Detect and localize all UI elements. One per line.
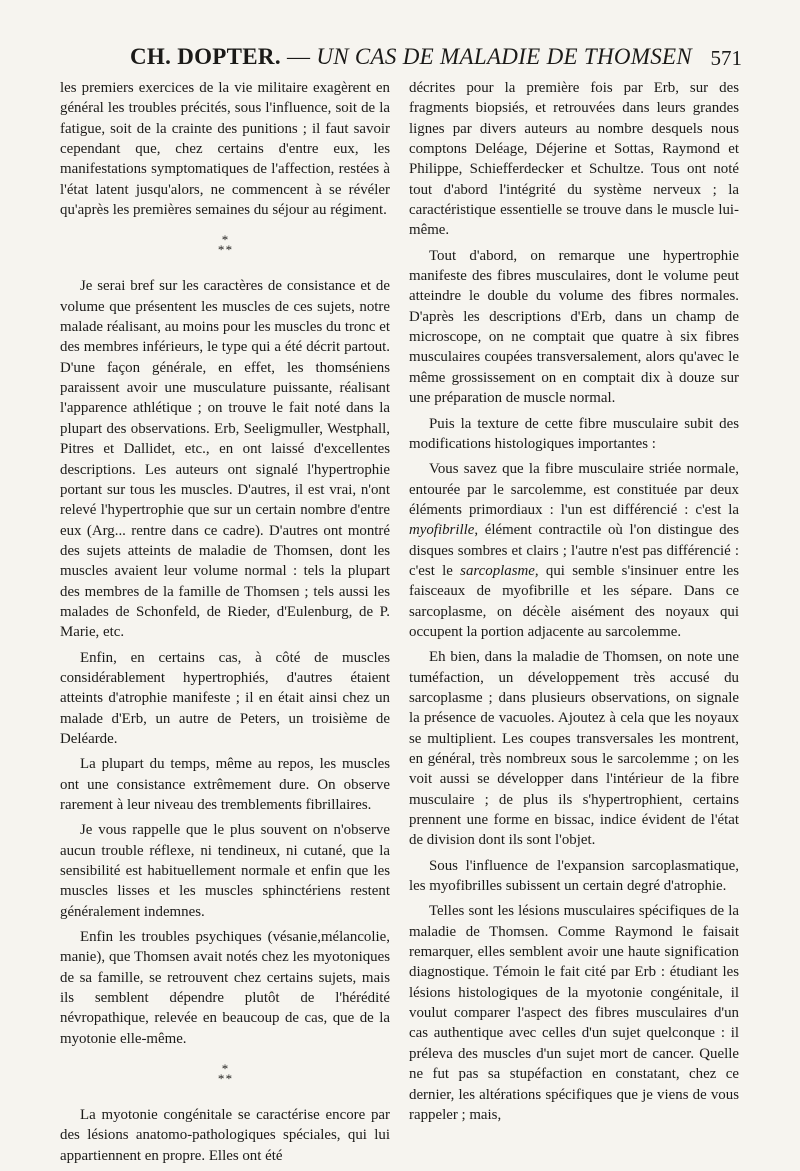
left-column	[60, 78, 390, 1171]
asterism-separator	[60, 1057, 390, 1093]
paragraph-text: , qui semble s'insinuer entre les faisceaux de myofibrille et les sépare. Dans ce sarcoplasme, on décèle aisément des noyaux qui occupent la portion adjacente au sarcolemme.	[409, 562, 739, 640]
asterism-star: *	[221, 1061, 229, 1077]
term-myofibrille: myofibrille	[409, 522, 475, 539]
asterism-star: *	[221, 232, 229, 248]
asterism-star: *	[217, 1071, 225, 1087]
term-sarcoplasme: sarcoplasme	[460, 562, 535, 579]
header-author: CH. DOPTER.	[130, 44, 281, 69]
page-number: 571	[710, 46, 742, 70]
asterism-star: *	[225, 242, 233, 258]
paragraph: La myotonie congénitale se caractérise encore par des lésions anatomo-pathologiques spéciales, qui lui appartiennent en propre. Elles ont été	[60, 1107, 390, 1164]
paragraph: Enfin les troubles psychiques (vésanie,mélancolie, manie), que Thomsen avait notés chez les myotoniques de sa famille, se retrouvent chez certains sujets, mais ils semblent dépendre plutôt de l'hérédité névropathique, relevée en beaucoup de cas, que de la myotonie elle-même.	[60, 929, 390, 1047]
paragraph: décrites pour la première fois par Erb, sur des fragments biopsiés, et retrouvées dans leurs grandes lignes par divers auteurs au nombre desquels nous comptons Deléage, Déjerine et Sottas, Raymond et Philippe, Schiefferdecker et Schultze. Tous ont noté tout d'abord l'intégrité du système nerveux ; la caractéristique essentielle se trouve dans le muscle lui-même.	[409, 80, 739, 239]
paragraph: les premiers exercices de la vie militaire exagèrent en général les troubles précités, sous l'influence, soit de la fatigue, soit de la crainte des punitions ; il faut savoir cependant que, chez certains d'entre eux, les manifestations symptomatiques de l'affection, restées à l'état latent jusqu'alors, ne commencent à se révéler qu'après les premières semaines du séjour au régiment.	[60, 80, 390, 219]
right-column	[409, 78, 739, 1130]
running-header	[60, 44, 742, 74]
paragraph: Je vous rappelle que le plus souvent on n'observe aucun trouble réflexe, ni tendineux, ni cutané, que la sensibilité est habituellement normale et enfin que les muscles lisses et les muscles sphinctériens restent généralement indemnes.	[60, 822, 390, 920]
paragraph: Je serai bref sur les caractères de consistance et de volume que présentent les muscles de ces sujets, notre malade réalisant, au moins pour les muscles du tronc et des membres inférieurs, le type qui a été décrit partout. D'une façon générale, en effet, les thomséniens paraissent avoir une musculature puissante, réalisant l'apparence athlétique ; on trouve le fait noté dans la plupart des observations. Erb, Seeligmuller, Westphall, Pitres et Dallidet, etc., en ont laissé d'excellentes descriptions. Les auteurs ont signalé l'hypertrophie portant sur tous les muscles. D'autres, il est vrai, n'ont relevé l'hypertrophie que sur un certain nombre d'entre eux (Arg... rentre dans ce cadre). D'autres ont montré des sujets atteints de maladie de Thomsen, dont les muscles avaient leur volume normal : tels la plupart des membres de la famille de Thomsen ; tels aussi les malades de Schonfeld, de Rieder, d'Eulenburg, de P. Marie, etc.	[60, 278, 390, 641]
asterism-star: *	[217, 242, 225, 258]
paragraph: Enfin, en certains cas, à côté de muscles considérablement hypertrophiés, d'autres étaient atteints d'atrophie manifeste ; il en était ainsi chez un malade d'Erb, un autre de Peters, un troisième de Deléarde.	[60, 649, 390, 747]
asterism-separator	[60, 228, 390, 264]
paragraph-text: Vous savez que la fibre musculaire striée normale, entourée par le sarcolemme, est constituée par deux éléments primordiaux : l'un est différencié : c'est la	[409, 461, 739, 518]
paragraph-text: , élément contractile où l'on distingue des disques sombres et clairs ; l'autre n'est pas différencié : c'est le	[409, 522, 739, 579]
paragraph: Eh bien, dans la maladie de Thomsen, on note une tuméfaction, un développement très accusé du sarcoplasme ; dans plusieurs observations, on signale la présence de vacuoles. Ajoutez à cela que les noyaux se multiplient. Les coupes transversales les montrent, en général, très nombreux sous le sarcolemme ; on les voit aussi se développer dans l'intérieur de la fibre musculaire ; de plus ils s'hypertrophient, certains prennent une forme en bissac, indice évident de l'état de division dont ils sont l'objet.	[409, 649, 739, 849]
asterism-star: *	[225, 1071, 233, 1087]
paragraph: Tout d'abord, on remarque une hypertrophie manifeste des fibres musculaires, dont le volume peut atteindre le double du volume des fibres normales. D'après les descriptions d'Erb, dans un champ de microscope, on ne comptait que quatre à six fibres musculaires coupées transversalement, alors qu'avec le même grossissement on en comptait dix à douze sur une préparation de muscle normal.	[409, 247, 739, 407]
paragraph: La plupart du temps, même au repos, les muscles ont une consistance extrêmement dure. On observe rarement à leur niveau des tremblements fibrillaires.	[60, 756, 390, 813]
header-title	[130, 44, 693, 70]
paragraph: Puis la texture de cette fibre musculaire subit des modifications histologiques importantes :	[409, 415, 739, 452]
header-separator: —	[280, 44, 317, 69]
paragraph: Telles sont les lésions musculaires spécifiques de la maladie de Thomsen. Comme Raymond le faisait remarquer, elles semblent avoir une haute signification diagnostique. Témoin le fait cité par Erb : étudiant les lésions histologiques de la myotonie congénitale, il voulut comparer l'aspect des fibres musculaires d'un cas authentique avec celles d'un sujet quelconque : il préleva des muscles d'un sujet mort de cancer. Quelle ne fut pas sa stupéfaction en constatant, chez ce dernier, les altérations spécifiques que je viens de vous rappeler ; mais,	[409, 903, 739, 1123]
paragraph-with-terms	[409, 459, 739, 642]
header-subtitle: UN CAS DE MALADIE DE THOMSEN	[316, 44, 693, 69]
paragraph: Sous l'influence de l'expansion sarcoplasmatique, les myofibrilles subissent un certain degré d'atrophie.	[409, 857, 739, 895]
